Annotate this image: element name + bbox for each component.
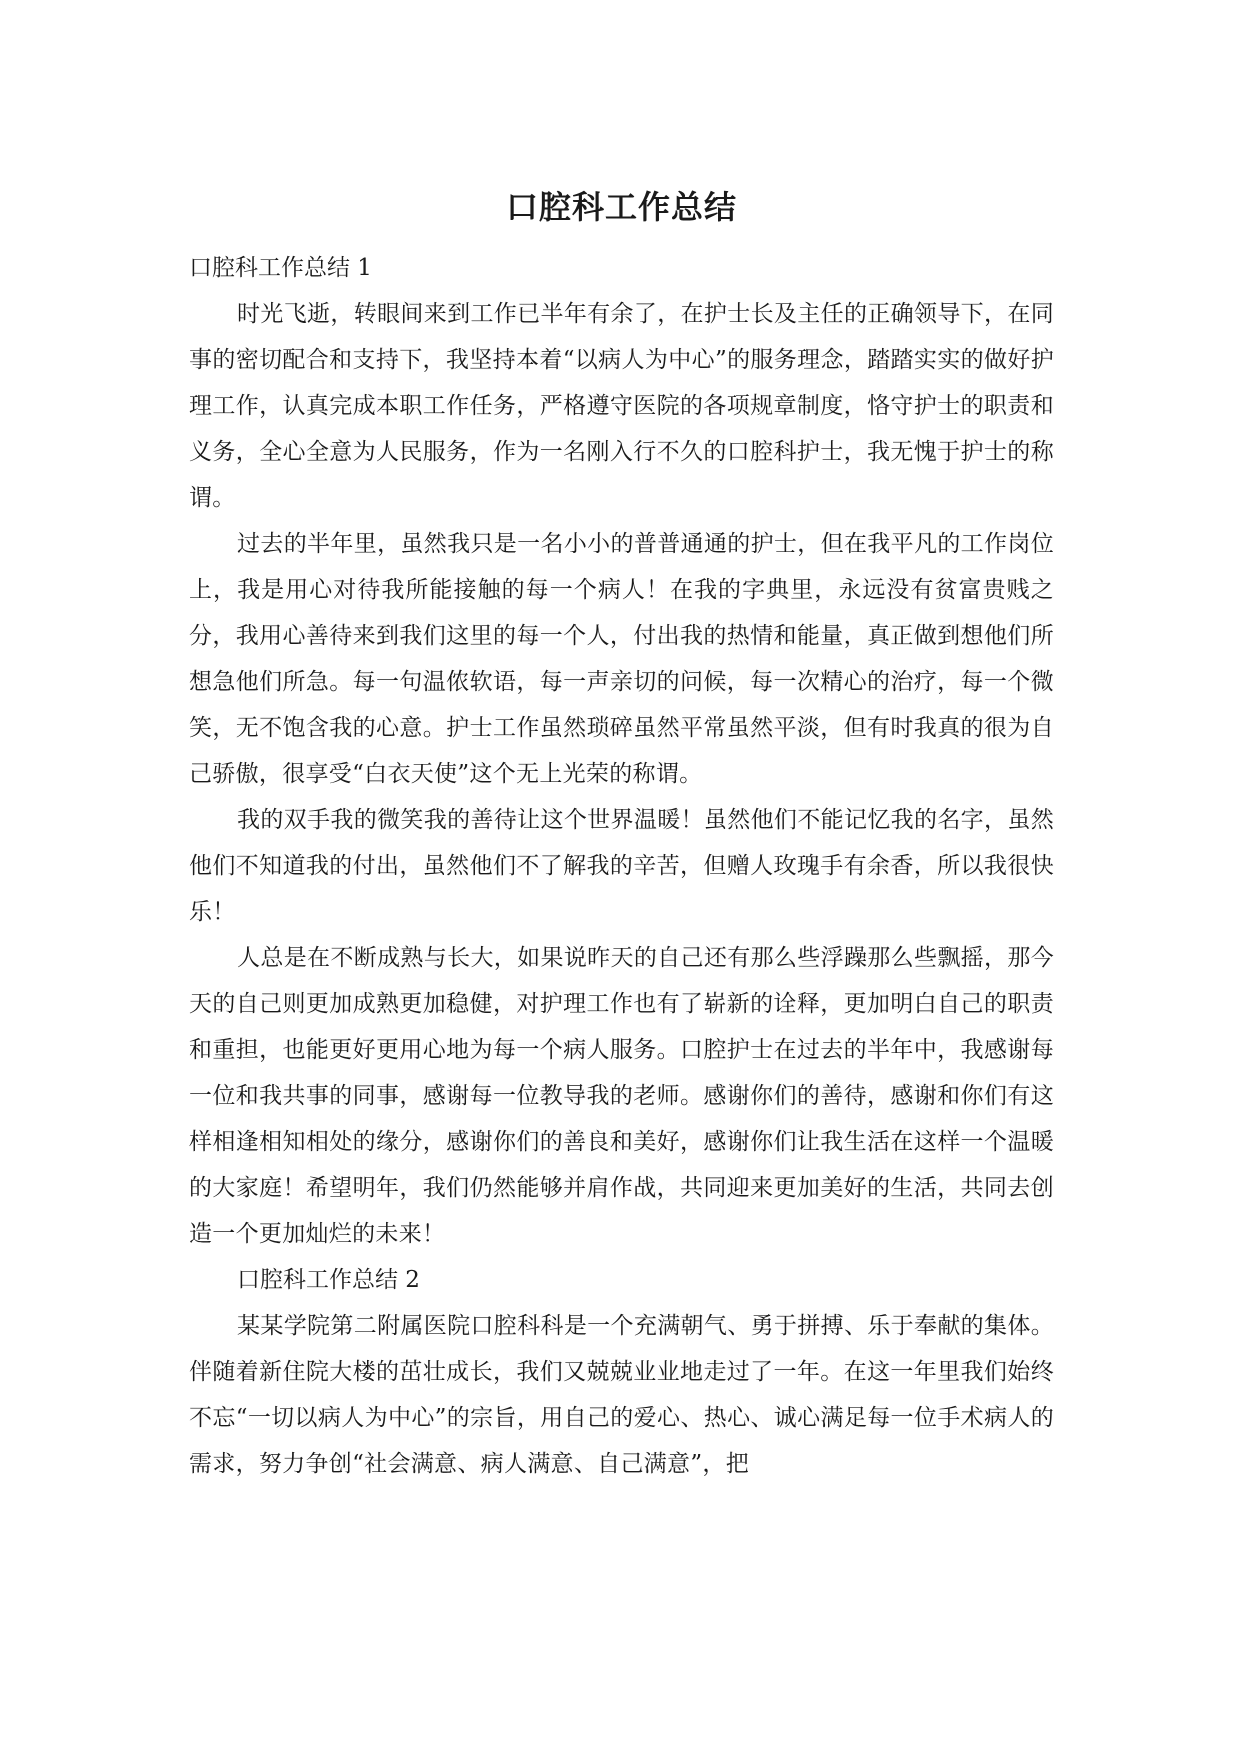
paragraph: 人总是在不断成熟与长大，如果说昨天的自己还有那么些浮躁那么些飘摇，那今天的自己则更加成熟更加稳健，对护理工作也有了崭新的诠释，更加明白自己的职责和重担，也能更好更用心地为每一个病人服务。口腔护士在过去的半年中，我感谢每一位和我共事的同事，感谢每一位教导我的老师。感谢你们的善待，感谢和你们有这样相逢相知相处的缘分，感谢你们的善良和美好，感谢你们让我生活在这样一个温暖的大家庭！希望明年，我们仍然能够并肩作战，共同迎来更加美好的生活，共同去创造一个更加灿烂的未来！ [189,945,1054,1247]
paragraph: 某某学院第二附属医院口腔科科是一个充满朝气、勇于拼搏、乐于奉献的集体。伴随着新住院大楼的茁壮成长，我们又兢兢业业地走过了一年。在这一年里我们始终不忘“一切以病人为中心”的宗旨，用自己的爱心、热心、诚心满足每一位手术病人的需求，努力争创“社会满意、病人满意、自己满意”，把 [189,1313,1054,1477]
section-2 [189,1257,1054,1487]
document-title: 口腔科工作总结 [505,188,737,226]
section-heading: 口腔科工作总结 1 [189,255,372,281]
section-heading: 口腔科工作总结 2 [237,1267,420,1293]
paragraph: 我的双手我的微笑我的善待让这个世界温暖！虽然他们不能记忆我的名字，虽然他们不知道我的付出，虽然他们不了解我的辛苦，但赠人玫瑰手有余香，所以我很快乐！ [189,807,1054,925]
section-1 [189,245,1054,1257]
paragraph: 时光飞逝，转眼间来到工作已半年有余了，在护士长及主任的正确领导下，在同事的密切配合和支持下，我坚持本着“以病人为中心”的服务理念，踏踏实实的做好护理工作，认真完成本职工作任务，严格遵守医院的各项规章制度，恪守护士的职责和义务，全心全意为人民服务，作为一名刚入行不久的口腔科护士，我无愧于护士的称谓。 [189,301,1054,511]
paragraph: 过去的半年里，虽然我只是一名小小的普普通通的护士，但在我平凡的工作岗位上，我是用心对待我所能接触的每一个病人！在我的字典里，永远没有贫富贵贱之分，我用心善待来到我们这里的每一个人，付出我的热情和能量，真正做到想他们所想急他们所急。每一句温侬软语，每一声亲切的问候，每一次精心的治疗，每一个微笑，无不饱含我的心意。护士工作虽然琐碎虽然平常虽然平淡，但有时我真的很为自己骄傲，很享受“白衣天使”这个无上光荣的称谓。 [189,531,1054,787]
document-page [189,185,1054,1487]
